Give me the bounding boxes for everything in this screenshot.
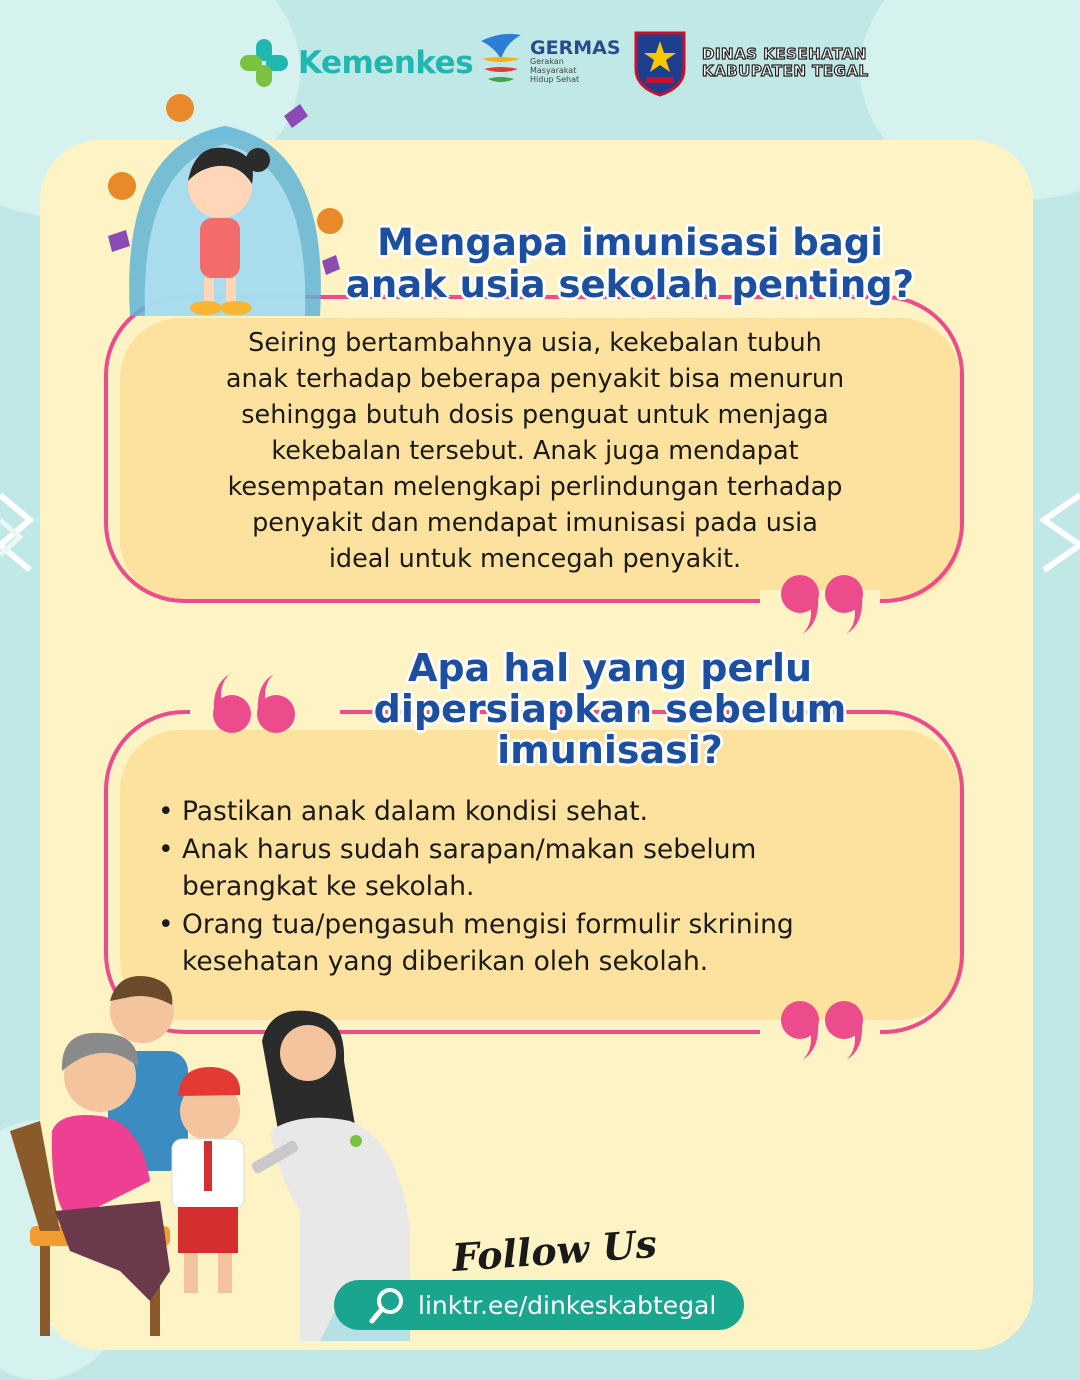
list-item-line: • Anak harus sudah sarapan/makan sebelum: [182, 833, 757, 865]
section1-body-line: anak terhadap beberapa penyakit bisa menurun: [225, 364, 845, 394]
section1-title-line1: Mengapa imunisasi bagi: [377, 221, 883, 264]
tegal-crest-icon: [632, 29, 688, 97]
section1-title-line2: anak usia sekolah penting?: [345, 262, 915, 306]
germas-logo: [476, 29, 621, 95]
linktree-button[interactable]: [334, 1280, 744, 1330]
dinas-logo: [632, 29, 869, 97]
section1-body-line: kesempatan melengkapi perlindungan terhadap: [227, 472, 843, 502]
dinas-line1: DINAS KESEHATAN: [702, 44, 867, 63]
list-item-line: berangkat ke sekolah.: [182, 871, 475, 902]
section2-title-line3: imunisasi?: [497, 728, 723, 773]
search-icon: [368, 1285, 408, 1325]
kemenkes-label: Kemenkes: [298, 45, 474, 81]
list-item-line: kesehatan yang diberikan oleh sekolah.: [182, 946, 709, 977]
kemenkes-logo: [238, 37, 473, 89]
section1-body-line: kekebalan tersebut. Anak juga mendapat: [271, 436, 799, 466]
section1-body: [130, 325, 940, 577]
germas-label: GERMAS: [530, 37, 621, 60]
dinas-line2: KABUPATEN TEGAL: [702, 62, 869, 80]
kemenkes-logo-icon: [238, 37, 290, 89]
section2-title-line2: dipersiapkan sebelum: [373, 687, 847, 732]
list-item-line: • Orang tua/pengasuh mengisi formulir skrining: [182, 908, 794, 940]
follow-us-label: Follow Us: [450, 1220, 659, 1281]
linktree-url[interactable]: linktr.ee/dinkeskabtegal: [418, 1290, 717, 1320]
quote-icon: [780, 998, 872, 1060]
section2-title: [330, 648, 890, 771]
preparation-list: [156, 793, 956, 981]
quote-icon: [206, 674, 298, 736]
section2-title-line1: Apa hal yang perlu: [407, 646, 813, 690]
quote-icon: [780, 572, 872, 634]
section1-body-line: penyakit dan mendapat imunisasi pada usia: [252, 508, 818, 538]
list-item-line: • Pastikan anak dalam kondisi sehat.: [182, 796, 649, 827]
germas-logo-icon: [476, 29, 526, 95]
girl-shield-illustration: [100, 86, 360, 326]
section1-body-line: Seiring bertambahnya usia, kekebalan tubuh: [248, 328, 822, 358]
zigzag-decoration: [0, 475, 40, 585]
section1-title: [330, 222, 930, 306]
list-item: [156, 793, 956, 831]
germas-sub: Gerakan Masyarakat Hidup Sehat: [530, 57, 580, 84]
section1-body-line: sehingga butuh dosis penguat untuk menjaga: [241, 400, 829, 430]
list-item: [156, 906, 956, 981]
zigzag-decoration: [1034, 475, 1080, 585]
list-item: [156, 831, 956, 906]
section1-body-line: ideal untuk mencegah penyakit.: [328, 544, 742, 574]
